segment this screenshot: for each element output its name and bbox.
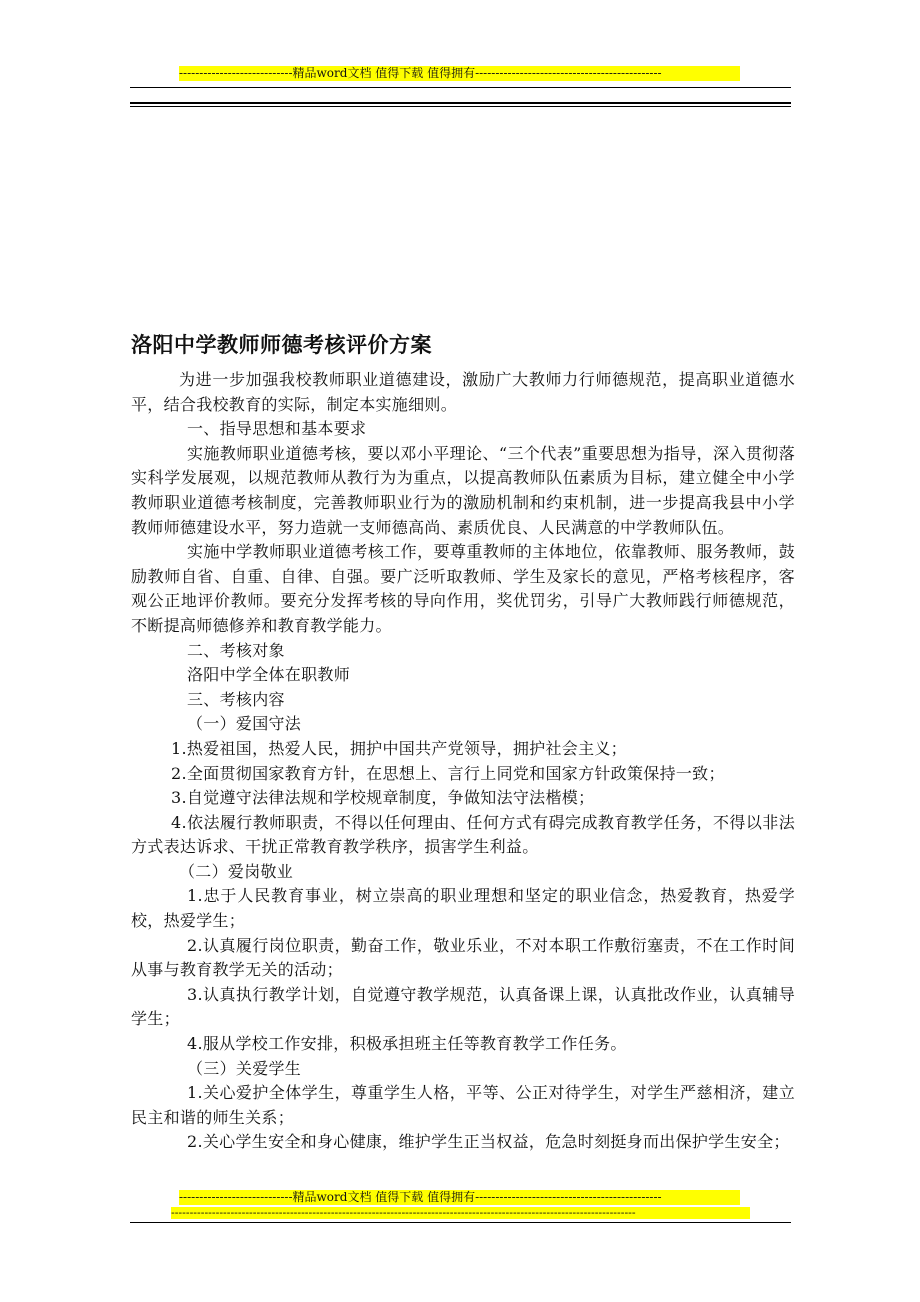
footer-dashes: ----------------------------------------------------------------------------------------------------------------------------- [171,1207,750,1219]
header-rule-thin [130,87,791,88]
document-title: 洛阳中学教师师德考核评价方案 [131,333,432,357]
document-body [131,368,795,1155]
subsection-heading: （三）关爱学生 [187,1058,302,1078]
paragraph-intro: 为进一步加强我校教师职业道德建设，激励广大教师力行师德规范，提高职业道德水平，结合我校教育的实际，制定本实施细则。 [131,370,795,414]
list-item: 2.全面贯彻国家教育方针，在思想上、言行上同党和国家方针政策保持一致； [171,763,725,783]
list-item: 4.依法履行教师职责，不得以任何理由、任何方式有碍完成教育教学任务，不得以非法方式表达诉求、干扰正常教育教学秩序，损害学生利益。 [131,812,795,857]
header-rule-under [130,106,791,107]
paragraph: 实施教师职业道德考核，要以邓小平理论、“三个代表”重要思想为指导，深入贯彻落实科学发展观，以规范教师从教行为为重点，以提高教师队伍素质为目标，建立健全中小学教师职业道德考核制度，完善教师职业行为的激励机制和约束机制，进一步提高我县中小学教师师德建设水平，努力造就一支师德高尚、素质优良、人民满意的中学教师队伍。 [131,443,795,537]
list-item: 3.认真执行教学计划，自觉遵守教学规范，认真备课上课，认真批改作业，认真辅导学生； [131,984,795,1029]
list-item: 3.自觉遵守法律法规和学校规章制度，争做知法守法楷模； [171,788,595,808]
list-item: 1.热爱祖国，热爱人民，拥护中国共产党领导，拥护社会主义； [171,738,627,758]
footer-rule [130,1222,791,1223]
list-item: 2.关心学生安全和身心健康，维护学生正当权益，危急时刻挺身而出保护学生安全； [187,1132,790,1152]
section-heading: 一、指导思想和基本要求 [187,419,367,439]
footer-banner: ----------------------------精品word文档 值得下载 值得拥有---------------------------------------------- [179,1190,740,1205]
list-item: 4.服从学校工作安排，积极承担班主任等教育教学工作任务。 [187,1034,627,1054]
list-item: 1.关心爱护全体学生，尊重学生人格，平等、公正对待学生，对学生严慈相济，建立民主和谐的师生关系； [131,1083,795,1127]
header-banner: ----------------------------精品word文档 值得下载 值得拥有---------------------------------------------- [179,66,740,81]
paragraph: 洛阳中学全体在职教师 [187,665,351,685]
paragraph: 实施中学教师职业道德考核工作，要尊重教师的主体地位，依靠教师、服务教师，鼓励教师自省、自重、自律、自强。要广泛听取教师、学生及家长的意见，严格考核程序，客观公正地评价教师。要充分发挥考核的导向作用，奖优罚劣，引导广大教师践行师德规范，不断提高师德修养和教育教学能力。 [131,542,795,635]
header-rule-thick [130,102,791,104]
subsection-heading: （一）爱国守法 [187,714,302,734]
list-item: 1.忠于人民教育事业，树立崇高的职业理想和坚定的职业信念，热爱教育，热爱学校，热爱学生； [131,886,795,931]
subsection-heading: （二）爱岗敬业 [179,861,294,881]
section-heading: 三、考核内容 [187,689,285,709]
section-heading: 二、考核对象 [187,640,285,660]
list-item: 2.认真履行岗位职责，勤奋工作，敬业乐业，不对本职工作敷衍塞责，不在工作时间从事与教育教学无关的活动； [131,935,795,980]
